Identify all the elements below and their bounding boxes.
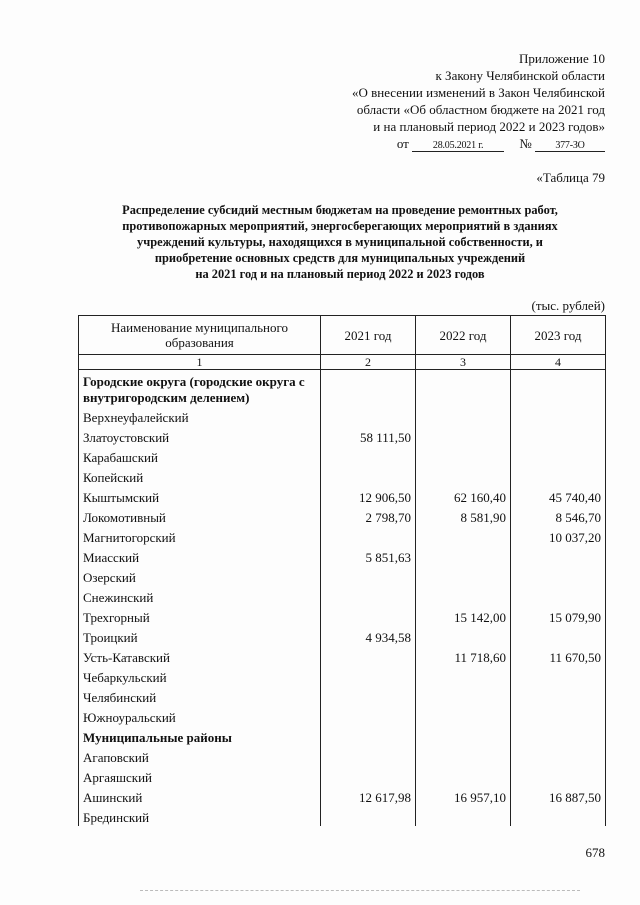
value-2021: 4 934,58 [321,626,416,646]
value-2023 [511,766,606,786]
table-row [79,786,606,806]
table-group-row [79,726,606,746]
value-2023 [511,746,606,766]
col-number: 2 [321,355,416,370]
value-2021 [321,746,416,766]
table-row [79,426,606,446]
value-2022: 8 581,90 [416,506,511,526]
value-2021 [321,566,416,586]
value-2021 [321,666,416,686]
value-2022 [416,746,511,766]
col-number: 4 [511,355,606,370]
municipality-name: Трехгорный [79,606,321,626]
value-2022 [416,466,511,486]
value-2023 [511,666,606,686]
table-label: «Таблица 79 [536,170,605,185]
value-2023 [511,806,606,826]
municipality-name: Южноуральский [79,706,321,726]
municipality-name: Локомотивный [79,506,321,526]
municipality-name: Карабашский [79,446,321,466]
header-2021: 2021 год [321,316,416,355]
value-2021: 5 851,63 [321,546,416,566]
appendix-line: Приложение 10 [518,51,605,66]
header-2022: 2022 год [416,316,511,355]
table-row [79,406,606,426]
municipality-name: Миасский [79,546,321,566]
table-row [79,666,606,686]
value-2021: 58 111,50 [321,426,416,446]
table-row [79,546,606,566]
municipality-name: Аргаяшский [79,766,321,786]
number-label: № [519,136,532,151]
units-label: (тыс. рублей) [531,298,605,313]
footer-divider [140,890,580,891]
table-row [79,686,606,706]
value-2022: 15 142,00 [416,606,511,626]
municipality-name: Брединский [79,806,321,826]
law-reference [352,135,605,152]
table-row [79,446,606,466]
municipality-name: Озерский [79,566,321,586]
value-2023: 45 740,40 [511,486,606,506]
value-2023 [511,466,606,486]
table-row [79,586,606,606]
municipality-name: Городские округа (городские округа с внутригородским делением) [79,370,321,407]
municipality-name: Усть-Катавский [79,646,321,666]
table-group-row [79,370,606,407]
value-2021 [321,646,416,666]
value-2022 [416,686,511,706]
table-row [79,806,606,826]
value-2022: 62 160,40 [416,486,511,506]
value-2021 [321,606,416,626]
table-row [79,766,606,786]
appendix-line: к Закону Челябинской области [435,68,605,83]
value-2022 [416,706,511,726]
value-2021: 12 617,98 [321,786,416,806]
document-heading [60,202,620,282]
heading-line: на 2021 год и на плановый период 2022 и 2023 годов [195,267,485,281]
value-2021 [321,686,416,706]
value-2023: 10 037,20 [511,526,606,546]
col-number: 1 [79,355,321,370]
heading-line: приобретение основных средств для муниципальных учреждений [154,251,526,265]
value-2023 [511,406,606,426]
value-2023 [511,546,606,566]
page-number: 678 [585,845,605,860]
value-2022 [416,546,511,566]
value-2023 [511,446,606,466]
municipality-name: Челябинский [79,686,321,706]
municipality-name: Агаповский [79,746,321,766]
value-2023 [511,686,606,706]
value-2023: 16 887,50 [511,786,606,806]
from-label: от [396,136,409,151]
value-2023: 11 670,50 [511,646,606,666]
value-2021 [321,726,416,746]
value-2021 [321,370,416,407]
table-row [79,526,606,546]
municipality-name: Снежинский [79,586,321,606]
municipality-name: Чебаркульский [79,666,321,686]
value-2022 [416,406,511,426]
municipality-name: Муниципальные районы [79,726,321,746]
value-2021 [321,706,416,726]
value-2022 [416,446,511,466]
appendix-line: «О внесении изменений в Закон Челябинской [351,85,605,100]
municipality-name: Троицкий [79,626,321,646]
value-2022 [416,370,511,407]
value-2023 [511,370,606,407]
value-2023: 8 546,70 [511,506,606,526]
value-2021 [321,526,416,546]
value-2022 [416,526,511,546]
table-row [79,466,606,486]
value-2022: 11 718,60 [416,646,511,666]
table-row [79,606,606,626]
value-2023 [511,706,606,726]
law-date: 28.05.2021 г. [412,140,504,152]
value-2021: 2 798,70 [321,506,416,526]
appendix-line: и на плановый период 2022 и 2023 годов» [373,119,605,134]
value-2023 [511,426,606,446]
table-row [79,566,606,586]
value-2022: 16 957,10 [416,786,511,806]
subsidy-table [78,315,606,826]
value-2022 [416,726,511,746]
value-2023: 15 079,90 [511,606,606,626]
value-2022 [416,766,511,786]
value-2023 [511,726,606,746]
table-row [79,506,606,526]
municipality-name: Ашинский [79,786,321,806]
value-2022 [416,806,511,826]
value-2023 [511,586,606,606]
table-row [79,626,606,646]
value-2023 [511,626,606,646]
value-2021 [321,586,416,606]
value-2023 [511,566,606,586]
value-2021 [321,446,416,466]
table-row [79,746,606,766]
municipality-name: Кыштымский [79,486,321,506]
heading-line: учреждений культуры, находящихся в муниципальной собственности, и [137,235,543,249]
header-name: Наименование муниципального образования [79,316,321,355]
value-2022 [416,666,511,686]
value-2022 [416,426,511,446]
value-2022 [416,626,511,646]
municipality-name: Златоустовский [79,426,321,446]
table-row [79,706,606,726]
municipality-name: Магнитогорский [79,526,321,546]
heading-line: противопожарных мероприятий, энергосберегающих мероприятий в зданиях [122,219,558,233]
appendix-header [352,50,605,152]
value-2021 [321,766,416,786]
municipality-name: Копейский [79,466,321,486]
value-2021 [321,406,416,426]
municipality-name: Верхнеуфалейский [79,406,321,426]
law-number: 377-ЗО [535,140,605,152]
table-row [79,486,606,506]
heading-line: Распределение субсидий местным бюджетам на проведение ремонтных работ, [122,203,558,217]
value-2022 [416,566,511,586]
appendix-line: области «Об областном бюджете на 2021 год [356,102,605,117]
value-2021 [321,466,416,486]
value-2021: 12 906,50 [321,486,416,506]
col-number: 3 [416,355,511,370]
header-2023: 2023 год [511,316,606,355]
value-2021 [321,806,416,826]
value-2022 [416,586,511,606]
table-row [79,646,606,666]
